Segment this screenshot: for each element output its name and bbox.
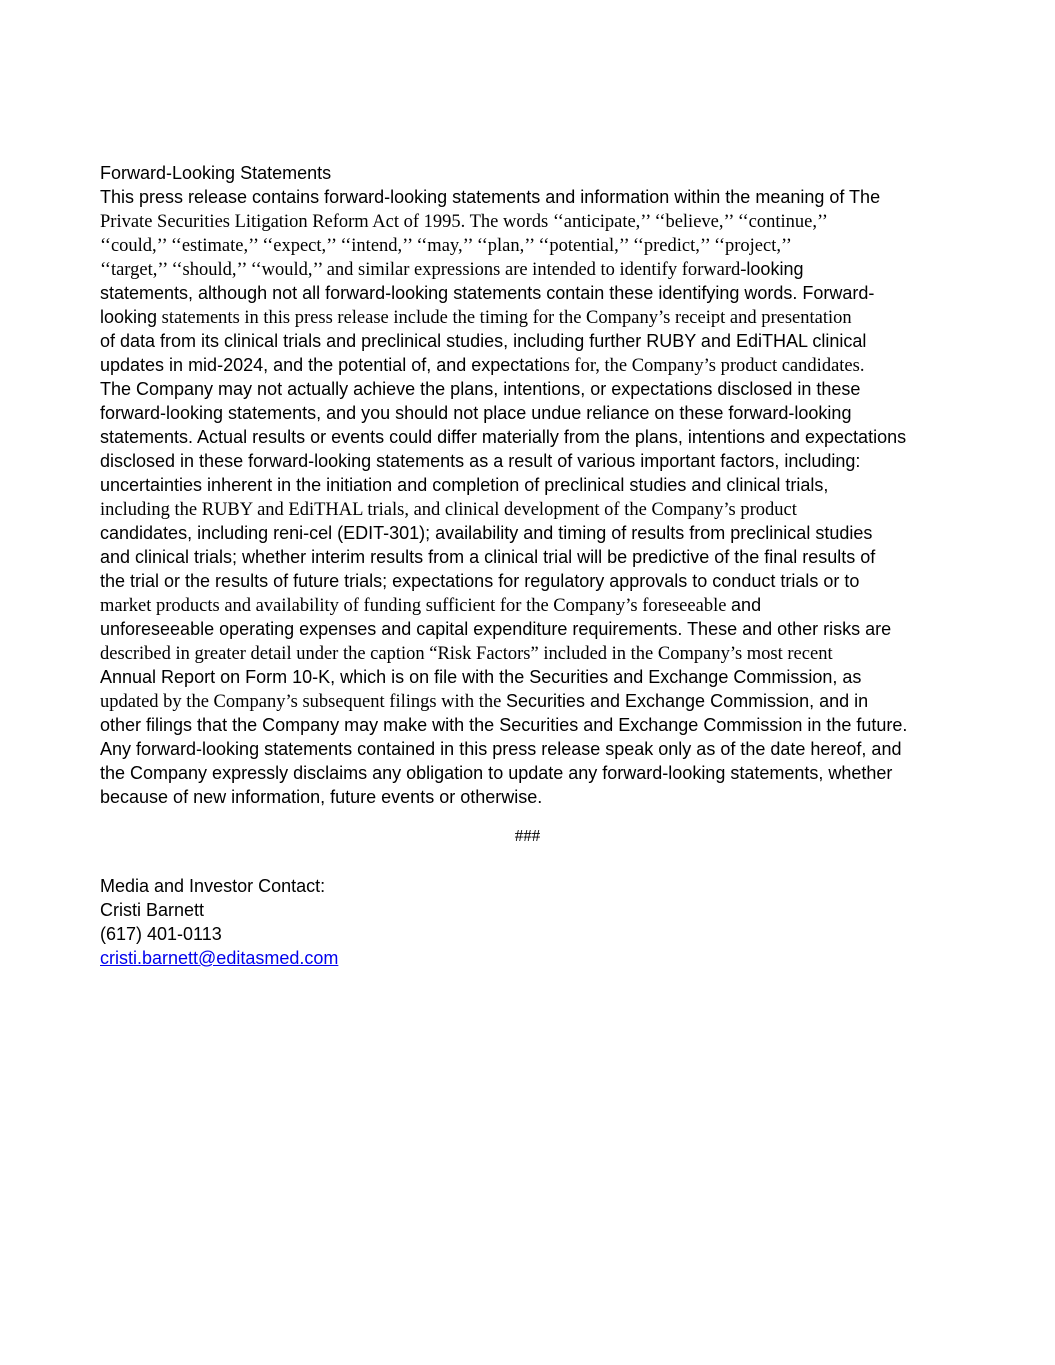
text-segment: the Company expressly disclaims any obligation to update any forward-looking statements, whether <box>100 763 893 783</box>
text-segment: Securities and Exchange Commission, and in <box>505 691 869 711</box>
contact-email-link[interactable]: cristi.barnett@editasmed.com <box>100 948 339 968</box>
contact-phone: (617) 401-0113 <box>100 924 222 944</box>
paragraph-line <box>100 281 950 305</box>
forward-looking-section <box>100 161 950 809</box>
paragraph-line <box>100 569 950 593</box>
forward-looking-paragraph <box>100 185 950 809</box>
contact-name: Cristi Barnett <box>100 900 205 920</box>
paragraph-line <box>100 689 950 713</box>
paragraph-line <box>100 185 950 209</box>
contact-heading: Media and Investor Contact: <box>100 876 326 896</box>
paragraph-line <box>100 497 950 521</box>
text-segment: statements in this press release include the timing for the Company’s receipt and presentation <box>157 308 852 328</box>
paragraph-line <box>100 521 950 545</box>
text-segment: disclosed in these forward-looking statements as a result of various important factors, including: <box>100 451 861 471</box>
text-segment: statements, although not all forward-looking statements contain these identifying words. Forward- <box>100 283 875 303</box>
paragraph-line <box>100 665 950 689</box>
paragraph-line <box>100 737 950 761</box>
text-segment: Private Securities Litigation Reform Act of 1995. The words ‘‘anticipate,’’ ‘‘believe,’’ ‘‘continue,’’ <box>100 212 828 232</box>
paragraph-line <box>100 353 950 377</box>
paragraph-line <box>100 329 950 353</box>
text-segment: updated by the Company’s subsequent filings with the <box>100 692 506 712</box>
text-segment: statements. Actual results or events could differ materially from the plans, intentions and expectations <box>100 427 907 447</box>
text-segment: candidates, including reni-cel (EDIT-301); availability and timing of results from preclinical studies <box>100 523 873 543</box>
text-segment: uncertainties inherent in the initiation and completion of preclinical studies and clinical trials, <box>100 475 829 495</box>
paragraph-line <box>100 473 950 497</box>
paragraph-line <box>100 593 950 617</box>
paragraph-line <box>100 617 950 641</box>
text-segment: of data from its clinical trials and preclinical studies, including further RUBY and EdiTHAL clinical <box>100 331 867 351</box>
text-segment: Any forward-looking statements contained in this press release speak only as of the date hereof, and <box>100 739 902 759</box>
media-contact-block <box>100 874 338 970</box>
paragraph-line <box>100 449 950 473</box>
paragraph-line <box>100 785 950 809</box>
paragraph-line <box>100 713 950 737</box>
text-segment: looking <box>100 307 158 327</box>
paragraph-line <box>100 425 950 449</box>
text-segment: and <box>731 595 762 615</box>
text-segment: market products and availability of funding sufficient for the Company’s foreseeable <box>100 596 732 616</box>
text-segment: ‘‘target,’’ ‘‘should,’’ ‘‘would,’’ and similar expressions are intended to identify forward- <box>100 260 747 280</box>
text-segment: This press release contains forward-looking statements and information within the meaning of The <box>100 187 881 207</box>
text-segment: because of new information, future events or otherwise. <box>100 787 543 807</box>
paragraph-line <box>100 761 950 785</box>
paragraph-line <box>100 209 950 233</box>
section-separator: ### <box>514 826 541 845</box>
text-segment: including the RUBY and EdiTHAL trials, and clinical development of the Company’s product <box>100 500 797 520</box>
text-segment: described in greater detail under the caption “Risk Factors” included in the Company’s most recent <box>100 644 833 664</box>
text-segment: updates in mid-2024, and the potential of, and expectatio <box>100 355 554 375</box>
text-segment: forward-looking statements, and you should not place undue reliance on these forward-looking <box>100 403 852 423</box>
text-segment: unforeseeable operating expenses and capital expenditure requirements. These and other risks are <box>100 619 892 639</box>
section-heading: Forward-Looking Statements <box>100 163 332 183</box>
text-segment: the trial or the results of future trials; expectations for regulatory approvals to conduct trials or to <box>100 571 860 591</box>
paragraph-line <box>100 377 950 401</box>
text-segment: The Company may not actually achieve the plans, intentions, or expectations disclosed in these <box>100 379 861 399</box>
text-segment: looking <box>746 259 804 279</box>
text-segment: Annual Report on Form 10-K, which is on file with the Securities and Exchange Commission, as <box>100 667 862 687</box>
text-segment: ns for, the Company’s product candidates. <box>553 356 865 376</box>
paragraph-line <box>100 305 950 329</box>
paragraph-line <box>100 233 950 257</box>
paragraph-line <box>100 401 950 425</box>
text-segment: other filings that the Company may make with the Securities and Exchange Commission in the future. <box>100 715 908 735</box>
paragraph-line <box>100 545 950 569</box>
text-segment: ‘‘could,’’ ‘‘estimate,’’ ‘‘expect,’’ ‘‘intend,’’ ‘‘may,’’ ‘‘plan,’’ ‘‘potential,’’ ‘‘predict,’’ ‘‘project,’’ <box>100 236 792 256</box>
paragraph-line <box>100 641 950 665</box>
text-segment: and clinical trials; whether interim results from a clinical trial will be predictive of the final results of <box>100 547 876 567</box>
paragraph-line <box>100 257 950 281</box>
